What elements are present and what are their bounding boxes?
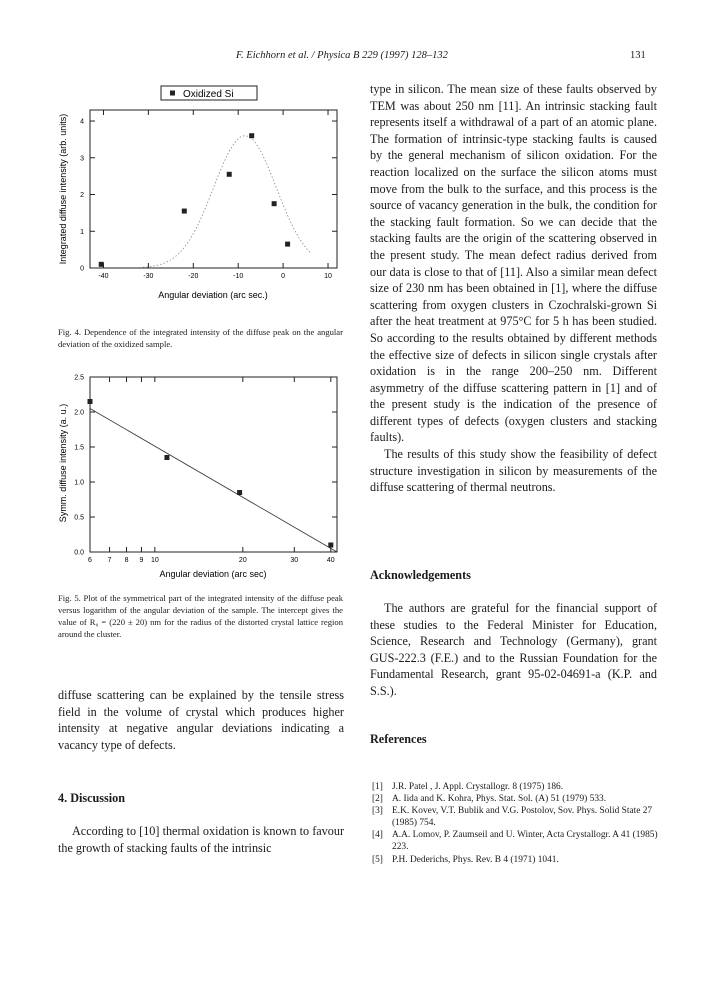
figure-4-caption: Fig. 4. Dependence of the integrated intensity of the diffuse peak on the angular deviation of the oxidized sample. bbox=[58, 327, 343, 349]
right-paragraph-1: type in silicon. The mean size of these faults observed by TEM was about 250 nm [11]. An intrinsic stacking fault represents itself a withdrawal of a part of an atomic plane. The formation of intrinsic-type stacking faults is caused by the general mechanism of silicon oxidation. For the reaction localized on the surface the silicon atoms must move from the bulk to the surface, and this process is the source of vacancy generation in the bulk, the condition for the stacking fault formation. So we can decide that the stacking faults are the origin of the scattering observed in the present study. The mean defect radius derived from our data is close to that of [11]. Also a similar mean defect size of 230 nm has been obtained in [1], where the diffuse scattering from oxygen clusters in Czochralski-grown Si after the heat treatment at 975°C for 5 h has been studied. So according to the results obtained by different methods the effective size of defects in silicon single crystals after oxidation is in the range 200–250 nm. Different asymmetry of the diffuse scattering pattern in [1] and of the present study is the indication of the presence of different types of defects (oxygen clusters and stacking faults). bbox=[370, 82, 657, 445]
data-point bbox=[164, 455, 169, 460]
references-heading: References bbox=[370, 732, 427, 746]
reference-number: [4] bbox=[372, 830, 383, 841]
reference-text: E.K. Kovev, V.T. Bublik and V.G. Postolov, Sov. Phys. Solid State 27 (1985) 754. bbox=[392, 806, 653, 829]
x-tick-label: 30 bbox=[290, 557, 299, 564]
reference-number: [2] bbox=[372, 794, 383, 805]
figure-5-caption: Fig. 5. Plot of the symmetrical part of the integrated intensity of the diffuse peak versus logarithm of the angular deviation of the sample. The intercept gives the value of R₀ = (220 ± 20) nm for the radius of the distorted crystal lattice region around the cluster. bbox=[58, 593, 343, 639]
figure-5-chart bbox=[50, 367, 350, 582]
reference-item bbox=[372, 829, 662, 853]
fit-curve bbox=[139, 136, 310, 268]
x-tick-label: -30 bbox=[143, 273, 154, 280]
data-point bbox=[182, 209, 187, 214]
y-tick-label: 0.0 bbox=[74, 549, 84, 557]
x-tick-label: 20 bbox=[238, 557, 247, 564]
reference-number: [1] bbox=[372, 782, 383, 792]
reference-text: J.R. Patel , J. Appl. Crystallogr. 8 (1975) 186. bbox=[392, 782, 564, 792]
x-tick-label: 0 bbox=[281, 273, 286, 280]
reference-item bbox=[372, 805, 662, 829]
y-tick-label: 4 bbox=[80, 118, 84, 126]
acknowledgements-text: The authors are grateful for the financial support of these studies to the Federal Minister for Education, Science, Research and Technology (Germany), grant GUS-222.3 (F.E.) and to the Russian Foundation for the Fundamental Research, grant 95-02-04691-a (K.P. and S.S.). bbox=[370, 601, 657, 698]
y-tick-label: 1 bbox=[80, 228, 84, 236]
y-tick-label: 2.5 bbox=[74, 374, 84, 382]
discussion-paragraph: According to [10] thermal oxidation is known to favour the growth of stacking faults of the intrinsic bbox=[58, 824, 344, 855]
x-tick-label: 10 bbox=[150, 557, 159, 564]
figure-4-chart bbox=[50, 80, 350, 305]
data-point bbox=[285, 242, 290, 247]
reference-text: P.H. Dederichs, Phys. Rev. B 4 (1971) 1041. bbox=[392, 854, 559, 865]
x-tick-label: 8 bbox=[124, 557, 129, 564]
acknowledgements-heading: Acknowledgements bbox=[370, 568, 471, 582]
left-continued-paragraph: diffuse scattering can be explained by the tensile stress field in the volume of crystal which produces higher intensity at negative angular deviations indicating a vacancy type of defects. bbox=[58, 688, 344, 752]
x-tick-label: -10 bbox=[233, 273, 244, 280]
y-tick-label: 0.5 bbox=[74, 514, 84, 522]
y-tick-label: 2 bbox=[80, 192, 84, 200]
plot-frame bbox=[90, 377, 337, 552]
reference-list bbox=[372, 781, 662, 866]
figure-5-ylabel: Symm. diffuse intensity (a. u.) bbox=[58, 403, 68, 523]
y-tick-label: 3 bbox=[80, 155, 84, 163]
reference-number: [3] bbox=[372, 806, 383, 817]
figure-5-xlabel: Angular deviation (arc sec) bbox=[159, 569, 267, 579]
page-number: 131 bbox=[630, 50, 646, 61]
reference-item bbox=[372, 793, 662, 805]
figure-4-xlabel: Angular deviation (arc sec.) bbox=[158, 290, 268, 300]
x-tick-label: 9 bbox=[139, 557, 144, 564]
x-tick-label: 7 bbox=[107, 557, 112, 564]
data-point bbox=[249, 133, 254, 138]
reference-number: [5] bbox=[372, 854, 383, 865]
reference-item bbox=[372, 781, 662, 793]
figure-4-legend bbox=[161, 86, 257, 100]
x-tick-label: 40 bbox=[326, 557, 335, 564]
reference-text: A.A. Lomov, P. Zaumseil and U. Winter, Acta Crystallogr. A 41 (1985) 223. bbox=[392, 830, 658, 853]
x-tick-label: 10 bbox=[324, 273, 332, 280]
data-point bbox=[272, 201, 277, 206]
y-tick-label: 0 bbox=[80, 265, 84, 273]
figure-4-ylabel: Integrated diffuse intensity (arb. units) bbox=[58, 113, 68, 265]
data-point bbox=[237, 490, 242, 495]
y-tick-label: 1.0 bbox=[74, 479, 84, 487]
data-point bbox=[328, 543, 333, 548]
plot-frame bbox=[90, 110, 337, 268]
data-point bbox=[227, 172, 232, 177]
reference-item bbox=[372, 854, 662, 866]
x-tick-label: 6 bbox=[88, 557, 92, 564]
data-point bbox=[88, 399, 93, 404]
y-tick-label: 1.5 bbox=[74, 444, 84, 452]
x-tick-label: -20 bbox=[188, 273, 199, 280]
fit-line bbox=[90, 409, 337, 553]
section-discussion-heading: 4. Discussion bbox=[58, 791, 126, 805]
reference-text: A. Iida and K. Kohra, Phys. Stat. Sol. (A) 51 (1979) 533. bbox=[392, 794, 607, 805]
legend-oxidized-si: Oxidized Si bbox=[183, 89, 234, 100]
right-column-body bbox=[370, 81, 657, 496]
right-paragraph-2: The results of this study show the feasibility of defect structure investigation in silicon by measurements of the diffuse scattering of thermal neutrons. bbox=[370, 447, 657, 495]
x-tick-label: -40 bbox=[98, 273, 109, 280]
running-header: F. Eichhorn et al. / Physica B 229 (1997) 128–132 bbox=[236, 50, 448, 61]
y-tick-label: 2.0 bbox=[74, 409, 84, 417]
